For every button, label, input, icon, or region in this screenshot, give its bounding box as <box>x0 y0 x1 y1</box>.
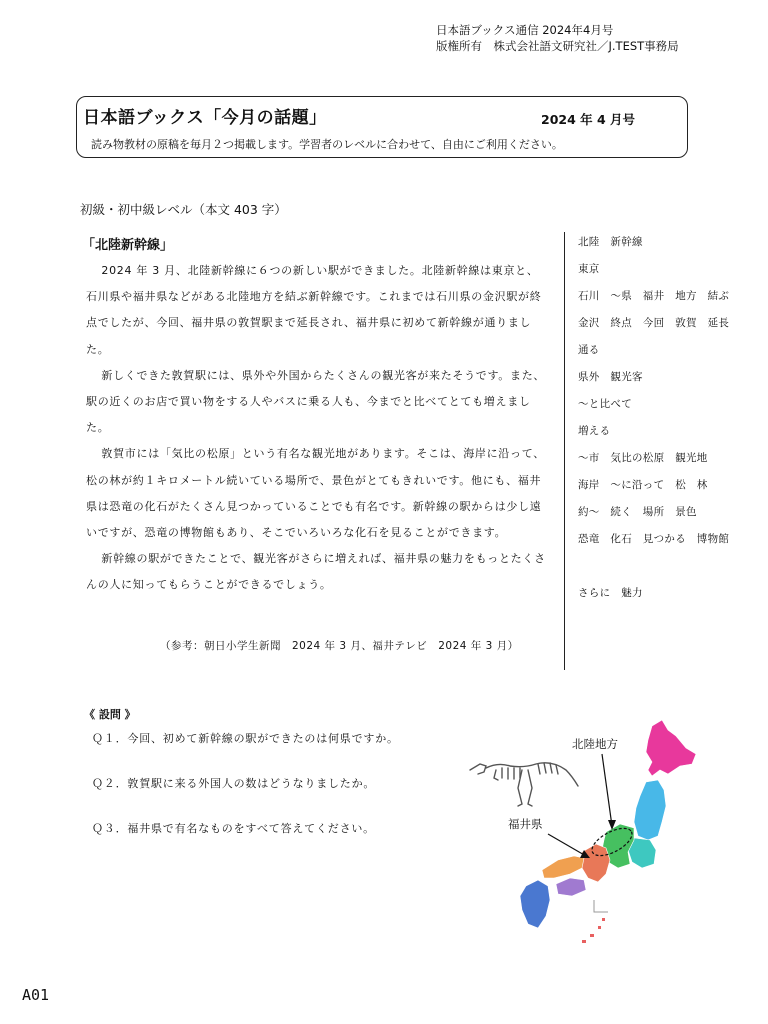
article-paragraph: 新幹線の駅ができたことで、観光客がさらに増えれば、福井県の魅力をもっとたくさんの人に知ってもらうことができるでしょう。 <box>86 552 546 592</box>
vocab-item: さらに 魅力 <box>578 587 643 599</box>
vocab-item: 県外 観光客 <box>578 371 643 383</box>
vocab-item: 海岸 ～に沿って 松 林 <box>578 479 708 491</box>
question-1: Ｑ１．今回、初めて新幹線の駅ができたのは何県ですか。 <box>92 732 399 745</box>
dinosaur-skeleton-icon <box>470 763 578 806</box>
article-paragraph: 2024 年 3 月、北陸新幹線に６つの新しい駅ができました。北陸新幹線は東京と、石川県や福井県などがある北陸地方を結ぶ新幹線です。これまでは石川県の金沢駅が終点でしたが、今回、福井県の敦賀駅まで延長され、福井県に初めて新幹線が通りました。 <box>86 264 542 356</box>
questions-title: 《 設問 》 <box>84 708 136 721</box>
vocab-item: 増える <box>578 425 611 437</box>
okinawa-islands <box>582 918 605 943</box>
page-code: A01 <box>22 986 50 1004</box>
question-3: Ｑ３．福井県で有名なものをすべて答えてください。 <box>92 822 375 835</box>
vocab-item: 東京 <box>578 263 600 275</box>
kinki-region <box>582 844 610 882</box>
vocab-item: 通る <box>578 344 600 356</box>
vocab-item: ～市 気比の松原 観光地 <box>578 452 708 464</box>
box-description: 読み物教材の原稿を毎月２つ掲載します。学習者のレベルに合わせて、自由にご利用ください。 <box>91 138 563 151</box>
article-paragraph: 新しくできた敦賀駅には、県外や外国からたくさんの観光客が来たそうです。また、駅の近くのお店で買い物をする人やバスに乗る人も、今までと比べてとても増えました。 <box>86 368 546 435</box>
vocab-item: 約～ 続く 場所 景色 <box>578 506 697 518</box>
level-label: 初級・初中級レベル（本文 403 字） <box>80 202 287 217</box>
question-2: Ｑ２．敦賀駅に来る外国人の数はどうなりましたか。 <box>92 777 376 790</box>
shikoku-region <box>556 878 586 896</box>
page-title: 日本語ブックス「今月の話題」 <box>83 108 327 128</box>
article-paragraph: 敦賀市には「気比の松原」という有名な観光地があります。そこは、海岸に沿って、松の林が約１キロメートル続いている場所で、景色がとてもきれいです。他にも、福井県は恐竜の化石がたくさん見つかっていることでも有名です。新幹線の駅からは少し遠いですが、恐竜の博物館もあり、そこでいろいろな化石を見ることができます。 <box>86 447 545 540</box>
vocab-item: 恐竜 化石 見つかる 博物館 <box>578 533 730 545</box>
copyright: 版権所有 株式会社語文研究社／J.TEST事務局 <box>436 39 679 53</box>
issue-date: 2024 年 4 月号 <box>541 112 636 127</box>
tohoku-region <box>634 780 666 840</box>
vocab-item: 石川 ～県 福井 地方 結ぶ <box>578 290 730 302</box>
article-body <box>86 258 548 599</box>
title-box <box>76 96 688 158</box>
vocab-item: 北陸 新幹線 <box>578 236 643 248</box>
vocab-item: ～と比べて <box>578 398 632 410</box>
vocab-item <box>578 558 729 585</box>
kyushu-region <box>520 880 550 928</box>
article-title: 「北陸新幹線」 <box>82 238 174 253</box>
japan-map-illustration <box>462 718 702 948</box>
hokkaido-region <box>646 720 696 776</box>
publication-issue: 日本語ブックス通信 2024年4月号 <box>436 23 614 37</box>
fukui-label: 福井県 <box>508 817 543 831</box>
column-divider <box>564 232 565 670</box>
chugoku-region <box>542 856 584 878</box>
hokuriku-label: 北陸地方 <box>572 737 618 751</box>
article-reference: （参考：朝日小学生新聞 2024 年 3 月、福井テレビ 2024 年 3 月） <box>160 640 519 652</box>
publication-header <box>436 22 679 54</box>
vocabulary-list <box>578 234 729 612</box>
vocab-item: 金沢 終点 今回 敦賀 延長 <box>578 317 730 329</box>
